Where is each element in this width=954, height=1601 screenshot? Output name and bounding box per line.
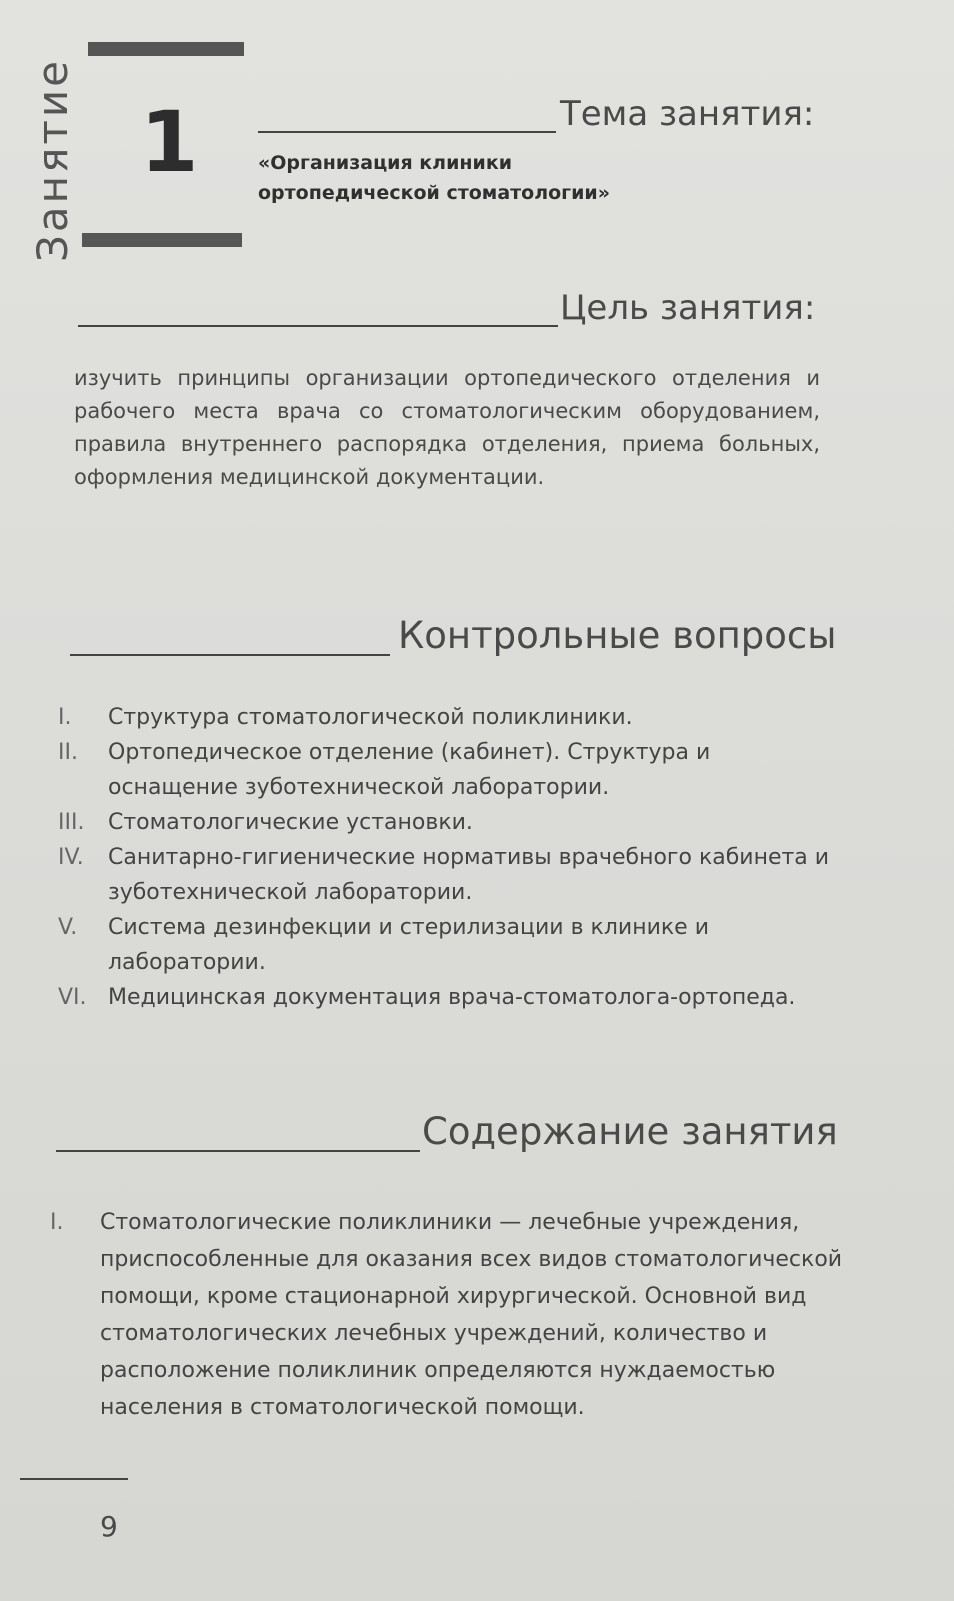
question-number: IV. [58,845,84,870]
questions-rule [70,654,390,656]
goal-heading: Цель занятия: [560,288,816,328]
goal-rule [78,325,558,327]
list-item [58,805,838,840]
question-text: Система дезинфекции и стерилизации в клинике и лаборатории. [108,915,710,975]
question-text: Структура стоматологической поликлиники. [108,705,633,730]
list-item [44,1204,844,1426]
topic-heading: Тема занятия: [560,94,815,134]
list-item [58,735,838,805]
question-number: V. [58,915,78,940]
question-number: I. [58,705,72,730]
topic-title [258,148,610,208]
question-number: VI. [58,985,87,1010]
topic-rule [258,131,556,133]
footer-rule [20,1478,128,1480]
content-item-number: I. [50,1210,64,1235]
question-text: Стоматологические установки. [108,810,473,835]
content-rule [56,1150,420,1152]
topic-title-line1: «Организация клиники [258,152,513,174]
list-item [58,910,838,980]
content-item-text: Стоматологические поликлиники — лечебные учреждения, приспособленные для оказания всех видов стоматологической помощи, кроме стационарной хирургической. Основной вид стоматологических лечебных учреждений, количество и расположение поликлиник определяются нуждаемостью населения в стоматологической помощи. [100,1210,843,1420]
question-text: Медицинская документация врача-стоматолога-ортопеда. [108,985,796,1010]
page-number: 9 [100,1510,118,1543]
question-text: Ортопедическое отделение (кабинет). Структура и оснащение зуботехнической лаборатории. [108,740,711,800]
questions-heading: Контрольные вопросы [398,614,837,657]
lesson-label: Занятие [28,58,77,262]
question-number: II. [58,740,78,765]
lesson-number: 1 [140,93,199,191]
list-item [58,840,838,910]
lesson-bar-top [88,42,244,56]
list-item [58,980,838,1015]
topic-title-line2: ортопедической стоматологии» [258,182,611,204]
questions-list [58,700,838,1015]
question-number: III. [58,810,85,835]
question-text: Санитарно-гигиенические нормативы врачебного кабинета и зуботехнической лаборатории. [108,845,830,905]
lesson-bar-bottom [82,233,242,247]
content-heading: Содержание занятия [422,1110,838,1153]
list-item [58,700,838,735]
content-list [44,1204,844,1426]
goal-text: изучить принципы организации ортопедического отделения и рабочего места врача со стоматологическим оборудованием, правила внутреннего распорядка отделения, приема больных, оформления медицинской документации. [74,366,820,489]
